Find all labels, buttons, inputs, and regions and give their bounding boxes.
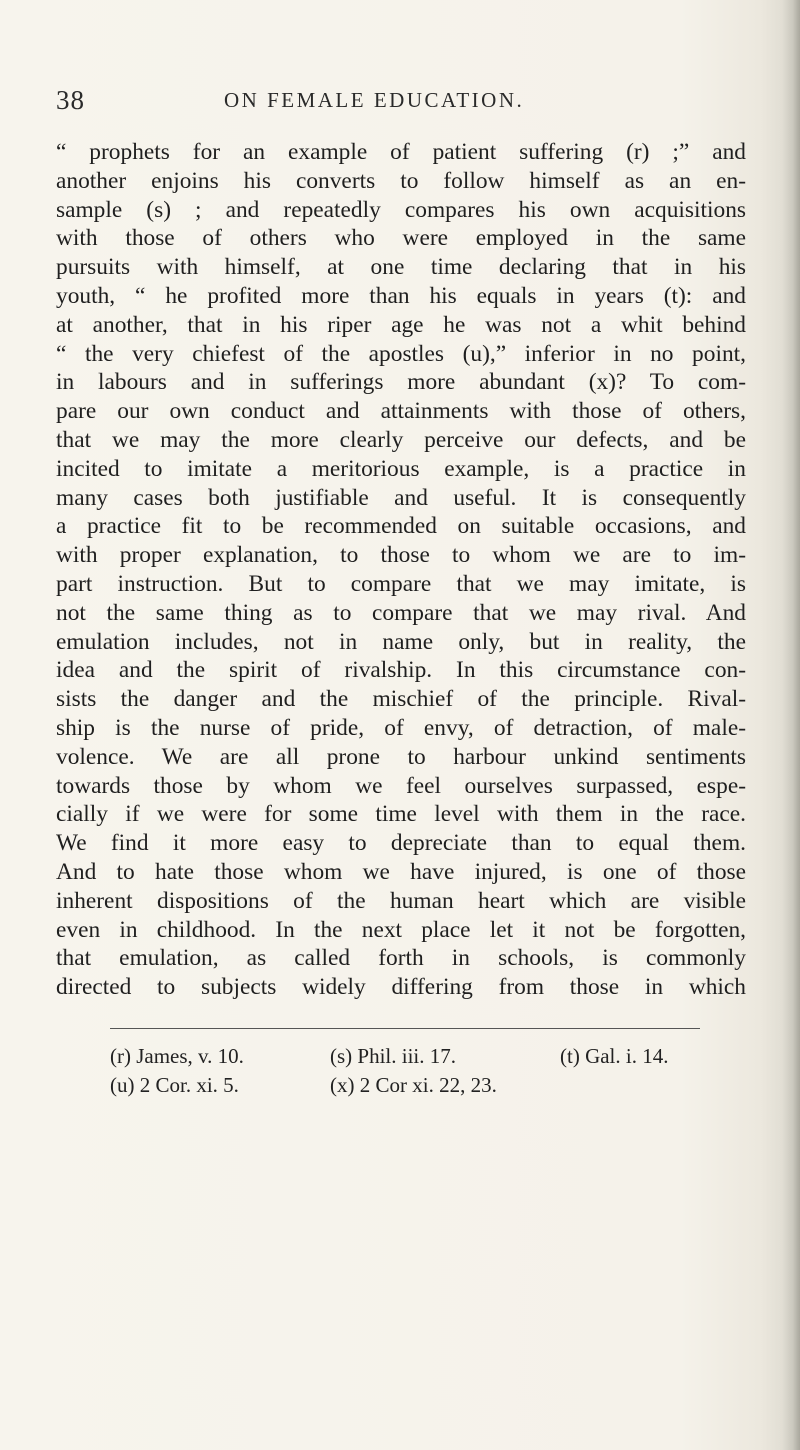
running-head: ON FEMALE EDUCATION. [224,88,525,112]
text-line: And to hate those whom we have injured, is one of those [56,858,746,885]
text-line: with proper explanation, to those to whom we are to im- [56,542,746,569]
footnote-s: (s) Phil. iii. 17. [330,1044,457,1068]
text-line: sample (s) ; and repeatedly compares his own acquisitions [56,196,746,223]
page-number: 38 [56,85,85,115]
text-line: inherent dispositions of the human heart which are visible [56,887,746,914]
text-line: volence. We are all prone to harbour unkind sentiments [56,743,746,770]
text-line: at another, that in his riper age he was not a whit behind [56,311,746,338]
text-line: pare our own conduct and attainments with those of others, [56,398,746,425]
text-line: sists the danger and the mischief of the principle. Rival- [56,686,746,713]
text-line: ship is the nurse of pride, of envy, of detraction, of male- [56,714,746,741]
footnote-x: (x) 2 Cor xi. 22, 23. [330,1073,497,1097]
text-line: a practice fit to be recommended on suitable occasions, and [56,513,746,540]
text-line: emulation includes, not in name only, but in reality, the [56,628,746,655]
text-line: towards those by whom we feel ourselves surpassed, espe- [56,772,746,799]
footnote-row [110,1042,730,1071]
footnote-r: (r) James, v. 10. [110,1044,244,1068]
text-line: many cases both justifiable and useful. It is consequently [56,484,746,511]
text-line: part instruction. But to compare that we may imitate, is [56,570,746,597]
text-line: cially if we were for some time level with them in the race. [56,801,746,828]
footnotes [110,1042,730,1100]
text-line: We find it more easy to depreciate than to equal them. [56,830,746,857]
text-line: pursuits with himself, at one time declaring that in his [56,254,746,281]
page-header [56,85,756,115]
text-line: directed to subjects widely differing from those in which [56,974,746,1001]
footnote-t: (t) Gal. i. 14. [560,1044,669,1068]
text-line: even in childhood. In the next place let it not be forgotten, [56,916,746,943]
text-line: another enjoins his converts to follow himself as an en- [56,167,746,194]
footnote-rule [110,1028,700,1029]
text-line: in labours and in sufferings more abundant (x)? To com- [56,369,746,396]
text-line: “ the very chiefest of the apostles (u),” inferior in no point, [56,340,746,367]
body-text [56,138,746,1002]
text-line: youth, “ he profited more than his equals in years (t): and [56,282,746,309]
text-line: that emulation, as called forth in schools, is commonly [56,945,746,972]
text-line: with those of others who were employed in the same [56,225,746,252]
text-line: not the same thing as to compare that we may rival. And [56,599,746,626]
text-line: incited to imitate a meritorious example, is a practice in [56,455,746,482]
footnote-row [110,1071,730,1100]
footnote-u: (u) 2 Cor. xi. 5. [110,1073,239,1097]
text-line: idea and the spirit of rivalship. In this circumstance con- [56,657,746,684]
page-edge-shadow [782,0,800,1450]
text-line: “ prophets for an example of patient suffering (r) ;” and [56,139,746,165]
text-line: that we may the more clearly perceive our defects, and be [56,426,746,453]
